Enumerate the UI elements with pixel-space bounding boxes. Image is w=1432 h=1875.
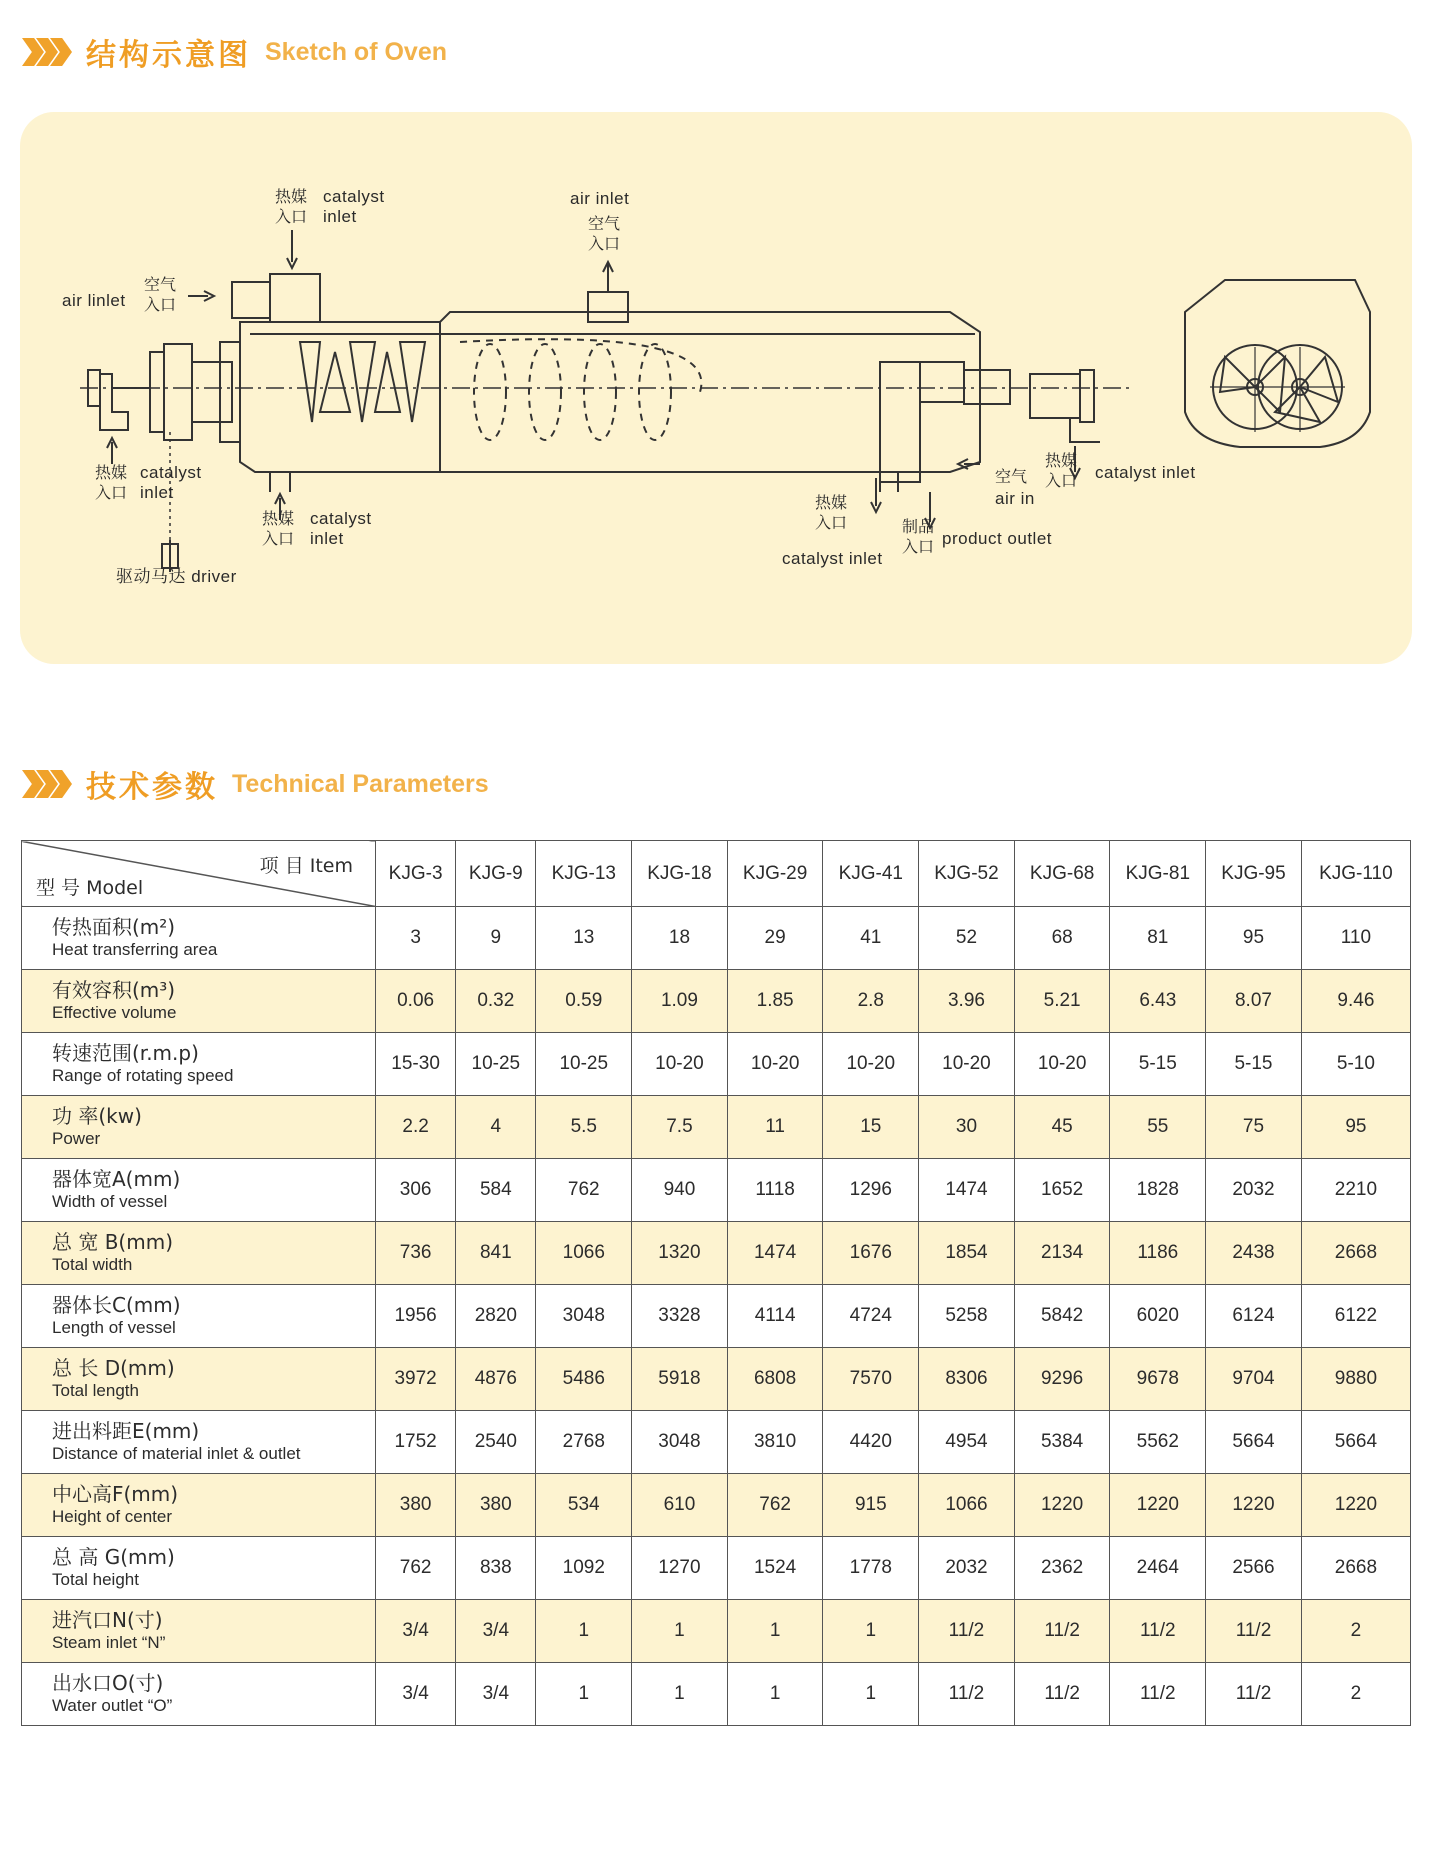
row-header-cell — [22, 1411, 376, 1474]
row-label-en: Power — [52, 1129, 101, 1148]
table-cell: 3/4 — [376, 1663, 456, 1726]
label-mid-inlet-zh: 入口 — [262, 529, 295, 548]
table-cell: 6808 — [727, 1348, 823, 1411]
table-cell: 11/2 — [1110, 1600, 1206, 1663]
table-cell: 29 — [727, 907, 823, 970]
row-label-en: Heat transferring area — [52, 940, 218, 959]
label-air-top-zh2: 入口 — [588, 234, 621, 253]
table-cell: 1854 — [919, 1222, 1015, 1285]
table-cell: 1474 — [727, 1222, 823, 1285]
label-mid-catalyst-zh: 热媒 — [262, 509, 295, 528]
label-right-catalyst-en: catalyst inlet — [782, 549, 883, 568]
table-cell: 9678 — [1110, 1348, 1206, 1411]
table-cell: 110 — [1301, 907, 1410, 970]
table-cell: 2820 — [456, 1285, 536, 1348]
label-left-catalyst-zh: 热媒 — [95, 463, 128, 482]
table-cell: 1.09 — [632, 970, 728, 1033]
model-header-cell: KJG-41 — [823, 841, 919, 907]
table-cell: 8.07 — [1206, 970, 1302, 1033]
table-cell: 1752 — [376, 1411, 456, 1474]
row-label-en: Steam inlet “N” — [52, 1633, 166, 1652]
row-header-cell — [22, 970, 376, 1033]
chevron-arrows-icon — [22, 38, 64, 66]
table-cell: 2 — [1301, 1600, 1410, 1663]
row-label-zh: 总 长 D(mm) — [52, 1356, 175, 1380]
table-cell: 1220 — [1014, 1474, 1110, 1537]
table-cell: 2.2 — [376, 1096, 456, 1159]
label-left-catalyst-en: catalyst — [140, 463, 202, 482]
table-cell: 2.8 — [823, 970, 919, 1033]
table-cell: 736 — [376, 1222, 456, 1285]
table-cell: 1828 — [1110, 1159, 1206, 1222]
table-cell: 2566 — [1206, 1537, 1302, 1600]
table-cell: 1320 — [632, 1222, 728, 1285]
table-cell: 18 — [632, 907, 728, 970]
row-label-zh: 中心高F(mm) — [52, 1482, 179, 1506]
row-label-en: Width of vessel — [52, 1192, 168, 1211]
table-cell: 1220 — [1206, 1474, 1302, 1537]
table-body — [22, 907, 1411, 1726]
table-cell: 5562 — [1110, 1411, 1206, 1474]
model-header-cell: KJG-81 — [1110, 841, 1206, 907]
corner-item-label: 项 目 Item — [259, 855, 353, 877]
table-cell: 15-30 — [376, 1033, 456, 1096]
table-row — [22, 907, 1411, 970]
table-cell: 1652 — [1014, 1159, 1110, 1222]
table-cell: 0.06 — [376, 970, 456, 1033]
row-label-zh: 器体宽A(mm) — [52, 1167, 181, 1191]
row-header-cell — [22, 1096, 376, 1159]
table-cell: 2362 — [1014, 1537, 1110, 1600]
table-cell: 5-15 — [1206, 1033, 1302, 1096]
label-left-inlet-zh: 入口 — [95, 483, 128, 502]
technical-parameters-table — [21, 840, 1411, 1726]
model-header-cell: KJG-52 — [919, 841, 1015, 907]
row-label-zh: 总 宽 B(mm) — [52, 1230, 174, 1254]
table-cell: 3048 — [536, 1285, 632, 1348]
sketch-title-zh: 结构示意图 — [86, 38, 251, 73]
table-cell: 0.59 — [536, 970, 632, 1033]
row-label-zh: 总 高 G(mm) — [52, 1545, 175, 1569]
row-header-cell — [22, 1159, 376, 1222]
label-air-left-en: air linlet — [62, 291, 126, 310]
model-header-cell: KJG-110 — [1301, 841, 1410, 907]
label-mid-catalyst-en: catalyst — [310, 509, 372, 528]
table-cell: 7.5 — [632, 1096, 728, 1159]
label-right-catalyst-zh1: 热媒 — [815, 493, 848, 512]
row-label-en: Water outlet “O” — [52, 1696, 173, 1715]
label-air-in-en: air in — [995, 489, 1035, 508]
table-row — [22, 1348, 1411, 1411]
table-row — [22, 970, 1411, 1033]
table-cell: 75 — [1206, 1096, 1302, 1159]
table-cell: 11 — [727, 1096, 823, 1159]
table-cell: 7570 — [823, 1348, 919, 1411]
table-cell: 9880 — [1301, 1348, 1410, 1411]
table-cell: 5664 — [1206, 1411, 1302, 1474]
table-cell: 5-10 — [1301, 1033, 1410, 1096]
table-cell: 95 — [1301, 1096, 1410, 1159]
oven-sketch-diagram — [20, 112, 1412, 664]
table-cell: 81 — [1110, 907, 1206, 970]
table-cell: 584 — [456, 1159, 536, 1222]
label-top-inlet-zh: 入口 — [275, 207, 308, 226]
row-label-zh: 传热面积(m²) — [52, 915, 176, 939]
table-cell: 10-25 — [456, 1033, 536, 1096]
row-header-cell — [22, 1537, 376, 1600]
table-cell: 11/2 — [1014, 1663, 1110, 1726]
table-cell: 3328 — [632, 1285, 728, 1348]
table-cell: 1524 — [727, 1537, 823, 1600]
table-cell: 838 — [456, 1537, 536, 1600]
label-air-left-zh1: 空气 — [144, 275, 177, 294]
table-cell: 762 — [536, 1159, 632, 1222]
row-label-zh: 转速范围(r.m.p) — [52, 1041, 199, 1065]
row-header-cell — [22, 1474, 376, 1537]
table-cell: 30 — [919, 1096, 1015, 1159]
table-cell: 6.43 — [1110, 970, 1206, 1033]
table-corner-cell — [22, 841, 376, 907]
table-cell: 11/2 — [1110, 1663, 1206, 1726]
table-cell: 3/4 — [376, 1600, 456, 1663]
table-cell: 2 — [1301, 1663, 1410, 1726]
row-label-zh: 出水口O(寸) — [52, 1671, 164, 1695]
table-cell: 1 — [536, 1663, 632, 1726]
row-label-zh: 有效容积(m³) — [52, 978, 176, 1002]
table-cell: 2464 — [1110, 1537, 1206, 1600]
table-cell: 1 — [727, 1600, 823, 1663]
table-cell: 4420 — [823, 1411, 919, 1474]
row-label-zh: 功 率(kw) — [52, 1104, 142, 1128]
chevron-arrows-icon — [22, 770, 64, 798]
row-header-cell — [22, 1222, 376, 1285]
table-cell: 1 — [632, 1600, 728, 1663]
table-cell: 762 — [376, 1537, 456, 1600]
label-far-catalyst-zh1: 热媒 — [1045, 451, 1078, 470]
row-header-cell — [22, 1033, 376, 1096]
row-label-zh: 进汽口N(寸) — [52, 1608, 163, 1632]
row-label-en: Effective volume — [52, 1003, 177, 1022]
table-cell: 3.96 — [919, 970, 1015, 1033]
table-cell: 2768 — [536, 1411, 632, 1474]
row-label-en: Height of center — [52, 1507, 173, 1526]
table-header-row — [22, 841, 1411, 907]
label-driver: 驱动马达 driver — [116, 567, 237, 586]
table-cell: 1 — [632, 1663, 728, 1726]
table-cell: 1220 — [1110, 1474, 1206, 1537]
table-cell: 5258 — [919, 1285, 1015, 1348]
table-cell: 1 — [823, 1600, 919, 1663]
label-product-en: product outlet — [942, 529, 1053, 548]
table-cell: 1 — [536, 1600, 632, 1663]
table-cell: 1186 — [1110, 1222, 1206, 1285]
table-cell: 5918 — [632, 1348, 728, 1411]
model-header-cell: KJG-29 — [727, 841, 823, 907]
table-cell: 306 — [376, 1159, 456, 1222]
table-cell: 380 — [376, 1474, 456, 1537]
table-cell: 3048 — [632, 1411, 728, 1474]
row-label-zh: 进出料距E(mm) — [52, 1419, 200, 1443]
table-cell: 940 — [632, 1159, 728, 1222]
table-row — [22, 1285, 1411, 1348]
table-cell: 1.85 — [727, 970, 823, 1033]
row-label-en: Range of rotating speed — [52, 1066, 234, 1085]
row-label-zh: 器体长C(mm) — [52, 1293, 181, 1317]
table-cell: 5842 — [1014, 1285, 1110, 1348]
table-cell: 1676 — [823, 1222, 919, 1285]
label-top-inlet-en: inlet — [323, 207, 357, 226]
table-cell: 1118 — [727, 1159, 823, 1222]
table-cell: 762 — [727, 1474, 823, 1537]
row-label-en: Distance of material inlet & outlet — [52, 1444, 301, 1463]
model-header-cell: KJG-13 — [536, 841, 632, 907]
table-cell: 6122 — [1301, 1285, 1410, 1348]
table-cell: 10-20 — [919, 1033, 1015, 1096]
table-cell: 8306 — [919, 1348, 1015, 1411]
label-left-inlet-en: inlet — [140, 483, 174, 502]
table-row — [22, 1663, 1411, 1726]
table-cell: 3 — [376, 907, 456, 970]
table-cell: 11/2 — [919, 1600, 1015, 1663]
table-cell: 1066 — [536, 1222, 632, 1285]
row-label-en: Total height — [52, 1570, 139, 1589]
table-cell: 2668 — [1301, 1222, 1410, 1285]
model-header-cell: KJG-3 — [376, 841, 456, 907]
table-cell: 3810 — [727, 1411, 823, 1474]
params-section-header — [22, 762, 489, 806]
table-row — [22, 1411, 1411, 1474]
table-cell: 10-20 — [632, 1033, 728, 1096]
table-cell: 68 — [1014, 907, 1110, 970]
table-row — [22, 1033, 1411, 1096]
table-cell: 11/2 — [1014, 1600, 1110, 1663]
table-cell: 9296 — [1014, 1348, 1110, 1411]
table-cell: 4114 — [727, 1285, 823, 1348]
label-product-zh1: 制品 — [902, 517, 935, 536]
model-header-cell: KJG-18 — [632, 841, 728, 907]
corner-model-label: 型 号 Model — [36, 877, 144, 899]
table-cell: 610 — [632, 1474, 728, 1537]
table-cell: 41 — [823, 907, 919, 970]
table-row — [22, 1474, 1411, 1537]
table-cell: 9704 — [1206, 1348, 1302, 1411]
model-header-cell: KJG-9 — [456, 841, 536, 907]
table-cell: 2438 — [1206, 1222, 1302, 1285]
table-cell: 0.32 — [456, 970, 536, 1033]
table-cell: 2540 — [456, 1411, 536, 1474]
table-cell: 841 — [456, 1222, 536, 1285]
label-top-catalyst-en: catalyst — [323, 187, 385, 206]
label-right-catalyst-zh2: 入口 — [815, 513, 848, 532]
table-cell: 9.46 — [1301, 970, 1410, 1033]
table-row — [22, 1222, 1411, 1285]
table-cell: 4724 — [823, 1285, 919, 1348]
table-cell: 1956 — [376, 1285, 456, 1348]
table-cell: 45 — [1014, 1096, 1110, 1159]
table-cell: 11/2 — [919, 1663, 1015, 1726]
table-cell: 1220 — [1301, 1474, 1410, 1537]
table-cell: 1092 — [536, 1537, 632, 1600]
table-cell: 55 — [1110, 1096, 1206, 1159]
table-cell: 10-20 — [823, 1033, 919, 1096]
table-cell: 3/4 — [456, 1663, 536, 1726]
table-cell: 6124 — [1206, 1285, 1302, 1348]
table-cell: 2032 — [919, 1537, 1015, 1600]
table-cell: 1 — [727, 1663, 823, 1726]
table-cell: 5486 — [536, 1348, 632, 1411]
table-cell: 2668 — [1301, 1537, 1410, 1600]
row-header-cell — [22, 1285, 376, 1348]
label-far-catalyst-en: catalyst inlet — [1095, 463, 1196, 482]
table-cell: 13 — [536, 907, 632, 970]
table-cell: 3/4 — [456, 1600, 536, 1663]
label-air-left-zh2: 入口 — [144, 295, 177, 314]
table-cell: 1778 — [823, 1537, 919, 1600]
table-cell: 1474 — [919, 1159, 1015, 1222]
table-cell: 6020 — [1110, 1285, 1206, 1348]
table-cell: 4 — [456, 1096, 536, 1159]
table-cell: 52 — [919, 907, 1015, 970]
label-far-catalyst-zh2: 入口 — [1045, 471, 1078, 490]
row-header-cell — [22, 1600, 376, 1663]
table-cell: 5-15 — [1110, 1033, 1206, 1096]
table-cell: 4954 — [919, 1411, 1015, 1474]
table-cell: 5384 — [1014, 1411, 1110, 1474]
table-cell: 1066 — [919, 1474, 1015, 1537]
table-cell: 1296 — [823, 1159, 919, 1222]
table-cell: 9 — [456, 907, 536, 970]
table-cell: 10-20 — [1014, 1033, 1110, 1096]
label-top-catalyst-zh: 热媒 — [275, 187, 308, 206]
table-cell: 1270 — [632, 1537, 728, 1600]
table-row — [22, 1096, 1411, 1159]
table-cell: 2032 — [1206, 1159, 1302, 1222]
table-cell: 15 — [823, 1096, 919, 1159]
row-header-cell — [22, 1663, 376, 1726]
table-cell: 4876 — [456, 1348, 536, 1411]
label-air-top-zh1: 空气 — [588, 214, 621, 233]
label-air-top-en: air inlet — [570, 189, 630, 208]
row-label-en: Total length — [52, 1381, 139, 1400]
table-cell: 11/2 — [1206, 1600, 1302, 1663]
table-cell: 95 — [1206, 907, 1302, 970]
row-header-cell — [22, 1348, 376, 1411]
table-cell: 11/2 — [1206, 1663, 1302, 1726]
table-cell: 380 — [456, 1474, 536, 1537]
params-title-en: Technical Parameters — [232, 769, 489, 798]
label-product-zh2: 入口 — [902, 537, 935, 556]
table-cell: 5.21 — [1014, 970, 1110, 1033]
table-cell: 2134 — [1014, 1222, 1110, 1285]
model-header-cell: KJG-68 — [1014, 841, 1110, 907]
table-row — [22, 1537, 1411, 1600]
model-header-cell: KJG-95 — [1206, 841, 1302, 907]
row-label-en: Length of vessel — [52, 1318, 176, 1337]
table-cell: 5664 — [1301, 1411, 1410, 1474]
table-cell: 10-25 — [536, 1033, 632, 1096]
row-header-cell — [22, 907, 376, 970]
sketch-title-en: Sketch of Oven — [265, 37, 447, 66]
table-cell: 2210 — [1301, 1159, 1410, 1222]
sketch-section-header — [22, 30, 447, 74]
label-mid-inlet-en: inlet — [310, 529, 344, 548]
oven-sketch-panel — [20, 112, 1412, 664]
label-air-in-zh: 空气 — [995, 467, 1028, 486]
table-cell: 1 — [823, 1663, 919, 1726]
row-label-en: Total width — [52, 1255, 133, 1274]
table-cell: 915 — [823, 1474, 919, 1537]
table-cell: 10-20 — [727, 1033, 823, 1096]
table-cell: 534 — [536, 1474, 632, 1537]
table-row — [22, 1159, 1411, 1222]
params-title-zh: 技术参数 — [86, 770, 218, 805]
table-row — [22, 1600, 1411, 1663]
table-cell: 5.5 — [536, 1096, 632, 1159]
table-cell: 3972 — [376, 1348, 456, 1411]
